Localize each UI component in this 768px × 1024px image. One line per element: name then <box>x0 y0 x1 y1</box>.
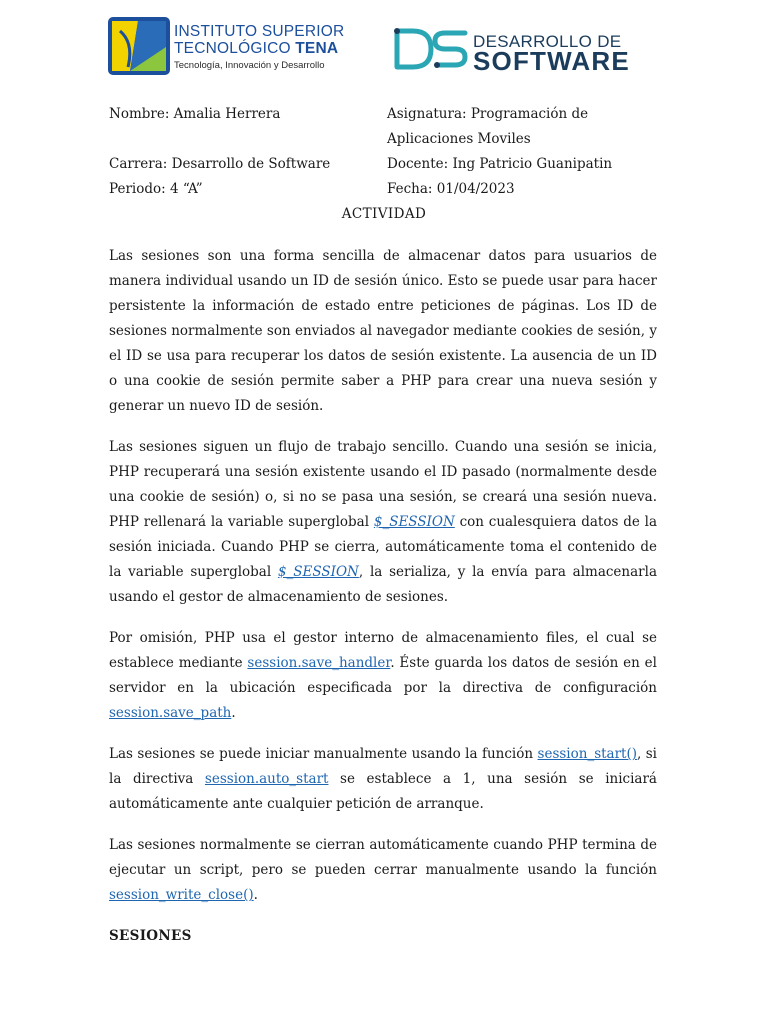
session-superglobal-link[interactable]: $_SESSION <box>373 514 455 530</box>
itst-emblem-icon <box>108 17 170 75</box>
session-superglobal-link-2[interactable]: $_SESSION <box>277 564 359 580</box>
session-write-close-link[interactable]: session_write_close() <box>109 887 254 903</box>
save-path-link[interactable]: session.save_path <box>109 705 232 721</box>
itst-name-line2: TECNOLÓGICO TENA <box>174 40 339 57</box>
paragraph-3: Por omisión, PHP usa el gestor interno de almacenamiento files, el cual se establece mediante session.save_handler. Éste guarda los datos de sesión en el servidor en la ubicación especificada por la directiva de configuración session.save_path. <box>109 630 657 721</box>
ds-logo <box>393 25 629 75</box>
document-header <box>0 0 768 90</box>
paragraph-4: Las sesiones se puede iniciar manualmente usando la función session_start(), si la directiva session.auto_start se establece a 1, una sesión se iniciará automáticamente ante cualquier petición de arranque. <box>109 746 657 812</box>
meta-carrera: Carrera: Desarrollo de Software <box>109 156 331 172</box>
ds-monogram-icon <box>393 27 469 71</box>
itst-tagline: Tecnología, Innovación y Desarrollo <box>174 60 325 71</box>
paragraph-5: Las sesiones normalmente se cierran automáticamente cuando PHP termina de ejecutar un script, pero se pueden cerrar manualmente usando la función session_write_close(). <box>109 837 657 903</box>
meta-periodo: Periodo: 4 “A” <box>109 181 203 197</box>
document-body <box>109 244 657 924</box>
meta-docente: Docente: Ing Patricio Guanipatin <box>387 156 613 172</box>
ds-wordmark-line1: DESARROLLO DE <box>473 32 622 51</box>
paragraph-2: Las sesiones siguen un flujo de trabajo sencillo. Cuando una sesión se inicia, PHP recuperará una sesión existente usando el ID pasado (normalmente desde una cookie de sesión) o, si no se pasa una sesión, se creará una sesión nueva. PHP rellenará la variable superglobal $_SESSION con cualesquiera datos de la sesión iniciada. Cuando PHP se cierra, automáticamente toma el contenido de la variable superglobal $_SESSION, la serializa, y la envía para almacenarla usando el gestor de almacenamiento de sesiones. <box>109 439 657 605</box>
meta-nombre: Nombre: Amalia Herrera <box>109 106 281 122</box>
itst-name-line1: INSTITUTO SUPERIOR <box>174 23 345 40</box>
document-title: ACTIVIDAD <box>341 206 427 222</box>
ds-wordmark-line2: SOFTWARE <box>473 46 630 76</box>
section-heading-sesiones: SESIONES <box>109 928 192 944</box>
session-start-link[interactable]: session_start() <box>537 746 638 762</box>
save-handler-link[interactable]: session.save_handler <box>247 655 391 671</box>
itst-logo <box>108 17 344 77</box>
paragraph-1: Las sesiones son una forma sencilla de almacenar datos para usuarios de manera individual usando un ID de sesión único. Esto se puede usar para hacer persistente la información de estado entre peticiones de páginas. Los ID de sesiones normalmente son enviados al navegador mediante cookies de sesión, y el ID se usa para recuperar los datos de sesión existente. La ausencia de un ID o una cookie de sesión permite saber a PHP para crear una nueva sesión y generar un nuevo ID de sesión. <box>109 248 657 414</box>
meta-asignatura-line1: Asignatura: Programación de <box>387 106 589 122</box>
meta-fecha: Fecha: 01/04/2023 <box>387 181 515 197</box>
meta-asignatura-line2: Aplicaciones Moviles <box>387 131 531 147</box>
auto-start-link[interactable]: session.auto_start <box>204 771 329 787</box>
